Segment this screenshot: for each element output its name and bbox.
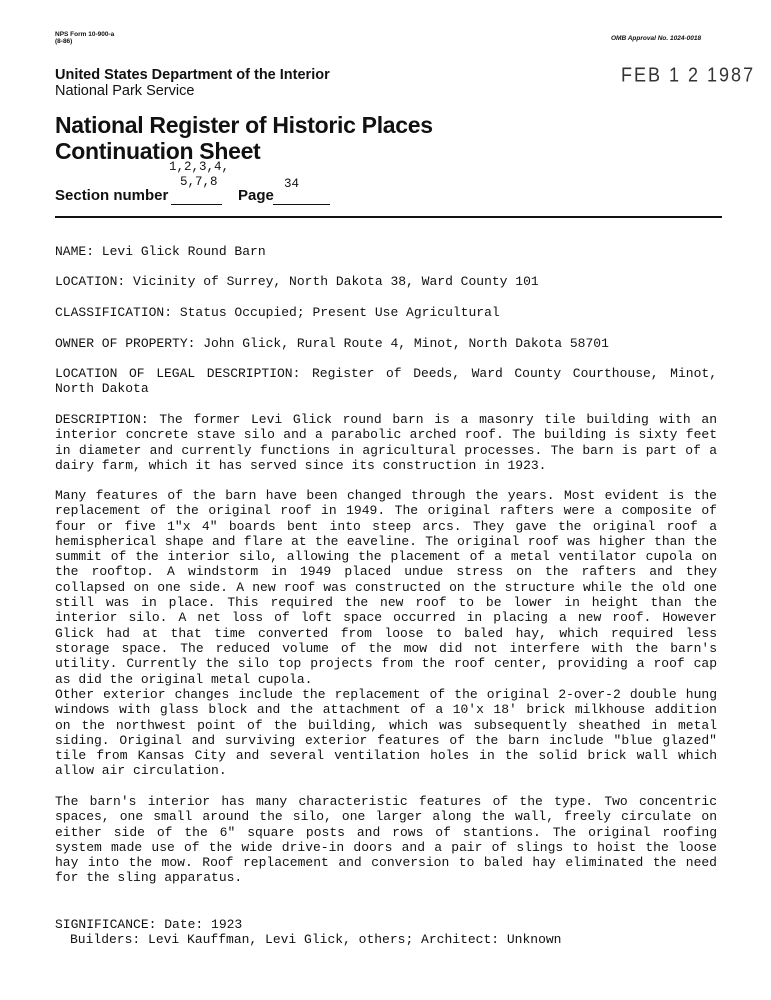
- significance-builders: Builders: Levi Kauffman, Levi Glick, others; Architect: Unknown: [70, 932, 562, 947]
- page-label: Page: [238, 187, 274, 204]
- form-title-line2: Continuation Sheet: [55, 138, 261, 164]
- received-date-stamp: FEB 1 2 1987: [621, 63, 756, 86]
- omb-approval: OMB Approval No. 1024-0018: [611, 35, 702, 42]
- field-name: NAME: Levi Glick Round Barn: [55, 244, 266, 259]
- section-number-value-line1: 1,2,3,4,: [169, 160, 230, 174]
- header-divider: [55, 216, 722, 218]
- paragraph-exterior: Other exterior changes include the replacement of the original 2-over-2 double hung windows with glass block and the attachment of a 10'x 18' brick milkhouse addition on the northwest point of the building, which was subsequently sheathed in metal siding. Original and surviving exterior features of the barn include "blue glazed" tile from Kansas City and several ventilation holes in the solid brick wall which allow air circulation.: [55, 687, 717, 779]
- field-owner: OWNER OF PROPERTY: John Glick, Rural Route 4, Minot, North Dakota 58701: [55, 336, 609, 351]
- field-legal-location: LOCATION OF LEGAL DESCRIPTION: Register of Deeds, Ward County Courthouse, Minot, North Dakota: [55, 366, 717, 397]
- agency-name: National Park Service: [55, 83, 195, 99]
- field-classification: CLASSIFICATION: Status Occupied; Present Use Agricultural: [55, 305, 500, 320]
- section-number-value-line2: 5,7,8: [180, 175, 218, 189]
- form-number: [55, 31, 114, 45]
- form-number-text: NPS Form 10-900-a: [55, 31, 115, 38]
- paragraph-interior: The barn's interior has many characteristic features of the type. Two concentric spaces, one small around the silo, one larger along the wall, freely circulate on either side of the 6" square posts and rows of stantions. The original roofing system made use of the wide drive-in doors and a pair of slings to hoist the loose hay into the mow. Roof replacement and conversion to baled hay eliminated the need for the sling apparatus.: [55, 794, 717, 886]
- form-date-text: (8-86): [55, 38, 73, 45]
- paragraph-description: DESCRIPTION: The former Levi Glick round barn is a masonry tile building with an interior concrete stave silo and a parabolic arched roof. The building is sixty feet in diameter and currently functions in agricultural processes. The barn is part of a dairy farm, which it has served since its construction in 1923.: [55, 412, 717, 473]
- section-number-underline: [171, 204, 222, 205]
- form-title-line1: National Register of Historic Places: [55, 112, 433, 138]
- page-number-underline: [273, 204, 330, 205]
- significance-date: SIGNIFICANCE: Date: 1923: [55, 917, 243, 932]
- page-number-value: 34: [284, 177, 300, 191]
- paragraph-features: Many features of the barn have been changed through the years. Most evident is the replacement of the original roof in 1949. The original rafters were a composite of four or five 1"x 4" boards bent into steep arcs. They gave the original roof a hemispherical shape and flare at the eaveline. The original roof was higher than the summit of the interior silo, allowing the placement of a metal ventilator cupola on the rooftop. A windstorm in 1949 placed undue stress on the rafters and they collapsed on one side. A new roof was constructed on the structure while the old one still was in place. This required the new roof to be lower in height than the interior silo. A net loss of loft space occurred in placing a new roof. However Glick had at that time converted from loose to baled hay, which required less storage space. The reduced volume of the mow did not interfere with the barn's utility. Currently the silo top projects from the roof center, providing a roof cap as did the original metal cupola.: [55, 488, 717, 687]
- form-title: [55, 112, 433, 164]
- section-number-label: Section number: [55, 187, 169, 204]
- department-name: United States Department of the Interior: [55, 67, 330, 83]
- field-location: LOCATION: Vicinity of Surrey, North Dakota 38, Ward County 101: [55, 274, 539, 289]
